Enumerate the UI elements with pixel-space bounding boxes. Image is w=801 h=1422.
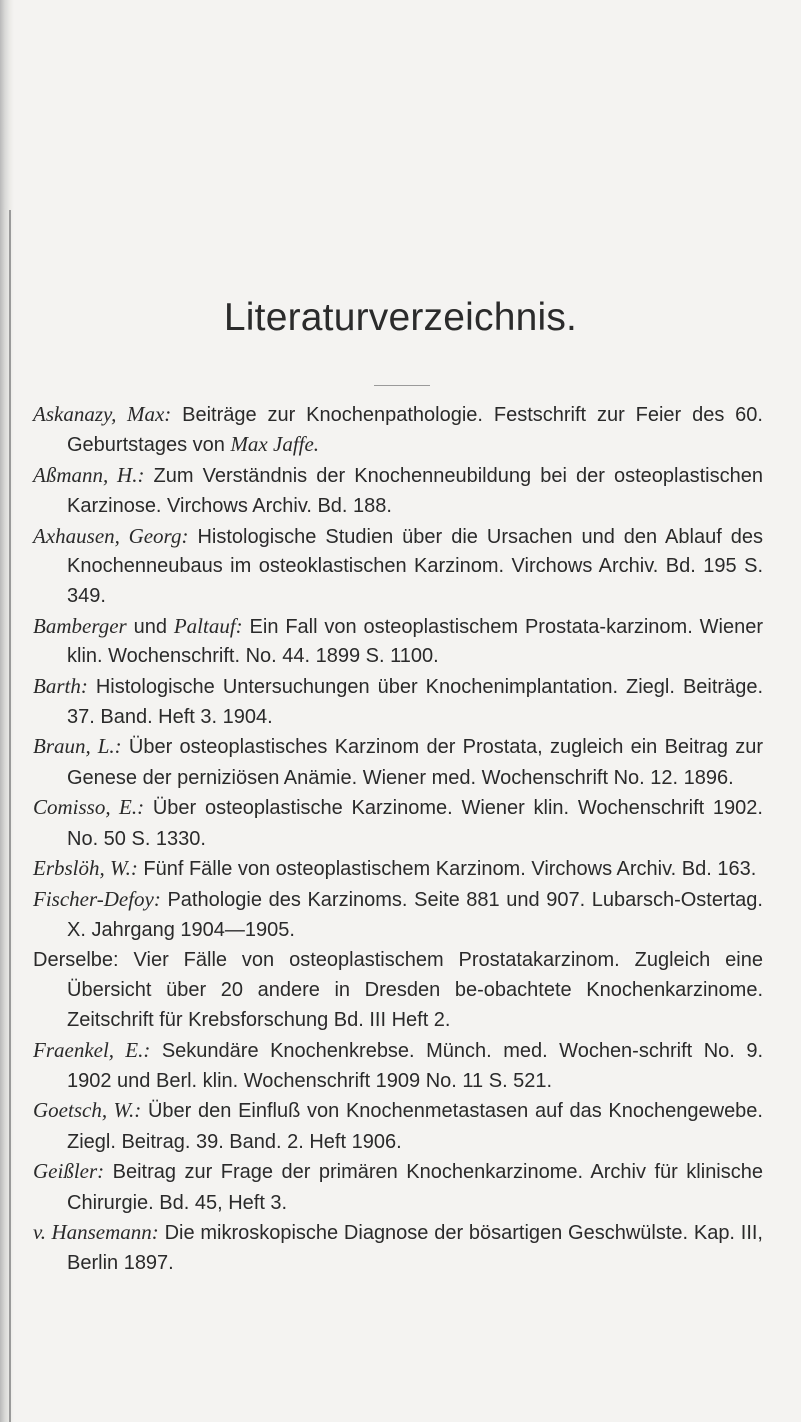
page-title: Literaturverzeichnis. bbox=[223, 296, 578, 339]
reference-entry bbox=[33, 945, 763, 1035]
scan-edge-shadow bbox=[0, 0, 14, 1422]
reference-entry bbox=[33, 1036, 763, 1097]
reference-text: Fünf Fälle von osteoplastischem Karzinom. Virchows Archiv. Bd. 163. bbox=[137, 858, 757, 881]
reference-author: Fraenkel, E.: bbox=[33, 1037, 151, 1062]
reference-text: Beiträge zur Knochenpathologie. Festschrift zur Feier des 60. Geburtstages von bbox=[67, 404, 763, 457]
reference-author: Barth: bbox=[33, 673, 88, 698]
reference-author: Bamberger bbox=[33, 613, 127, 638]
reference-author: Goetsch, W.: bbox=[33, 1098, 142, 1123]
reference-entry bbox=[33, 793, 763, 854]
reference-text-secondary: Ein Fall von osteoplastischem Prostata-karzinom. Wiener klin. Wochenschrift. No. 44. 1899 S. 1100. bbox=[67, 615, 763, 668]
reference-author: Askanazy, Max: bbox=[33, 402, 172, 426]
reference-author: Comisso, E.: bbox=[33, 795, 145, 820]
reference-author-secondary: Max Jaffe. bbox=[230, 432, 320, 457]
title-divider bbox=[374, 385, 430, 386]
reference-entry bbox=[33, 461, 763, 522]
reference-text: Über den Einfluß von Knochenmetastasen auf das Knochengewebe. Ziegl. Beitrag. 39. Band. 2. Heft 1906. bbox=[67, 1100, 763, 1153]
reference-author: Erbslöh, W.: bbox=[33, 856, 138, 881]
reference-entry bbox=[33, 854, 763, 884]
reference-author: Axhausen, Georg: bbox=[33, 523, 189, 548]
reference-author-secondary: Paltauf: bbox=[173, 613, 243, 638]
scan-edge-line bbox=[9, 210, 11, 1422]
reference-entry bbox=[33, 732, 763, 793]
reference-entry bbox=[33, 672, 763, 733]
reference-entry bbox=[33, 1157, 763, 1218]
reference-text: Sekundäre Knochenkrebse. Münch. med. Wochen-schrift No. 9. 1902 und Berl. klin. Wochenschrift 1909 No. 11 S. 521. bbox=[67, 1039, 763, 1092]
reference-text: Histologische Studien über die Ursachen und den Ablauf des Knochenneubaus im osteoklastischen Karzinom. Virchows Archiv. Bd. 195 S. 349. bbox=[67, 525, 763, 608]
reference-author: Geißler: bbox=[33, 1159, 105, 1184]
reference-text: und bbox=[126, 615, 174, 638]
reference-entry bbox=[33, 1096, 763, 1157]
reference-entry bbox=[33, 885, 763, 946]
reference-text: Die mikroskopische Diagnose der bösartigen Geschwülste. Kap. III, Berlin 1897. bbox=[67, 1221, 763, 1275]
reference-text: Über osteoplastische Karzinome. Wiener klin. Wochenschrift 1902. No. 50 S. 1330. bbox=[67, 797, 763, 850]
reference-text: Über osteoplastisches Karzinom der Prostata, zugleich ein Beitrag zur Genese der perniziösen Anämie. Wiener med. Wochenschrift No. 12. 1896. bbox=[67, 736, 763, 789]
reference-entry bbox=[33, 612, 763, 672]
reference-entry bbox=[33, 400, 763, 461]
reference-author: Aßmann, H.: bbox=[33, 462, 145, 487]
reference-text: Pathologie des Karzinoms. Seite 881 und 907. Lubarsch-Ostertag. X. Jahrgang 1904—1905. bbox=[67, 888, 763, 941]
reference-entry bbox=[33, 1218, 763, 1279]
reference-text: Zum Verständnis der Knochenneubildung bei der osteoplastischen Karzinose. Virchows Archiv. Bd. 188. bbox=[67, 464, 763, 518]
reference-author: Fischer-Defoy: bbox=[33, 886, 161, 911]
reference-text: Beitrag zur Frage der primären Knochenkarzinome. Archiv für klinische Chirurgie. Bd. 45, Heft 3. bbox=[67, 1161, 763, 1214]
reference-entry bbox=[33, 522, 763, 612]
reference-text: Derselbe: Vier Fälle von osteoplastischem Prostatakarzinom. Zugleich eine Übersicht über 20 andere in Dresden be-obachtete Knochenkarzinome. Zeitschrift für Krebsforschung Bd. III Heft 2. bbox=[33, 949, 763, 1032]
reference-author: Braun, L.: bbox=[33, 734, 122, 759]
reference-author: v. Hansemann: bbox=[33, 1219, 159, 1244]
reference-list bbox=[33, 400, 763, 1279]
reference-text: Histologische Untersuchungen über Knochenimplantation. Ziegl. Beiträge. 37. Band. Heft 3. 1904. bbox=[67, 675, 763, 729]
